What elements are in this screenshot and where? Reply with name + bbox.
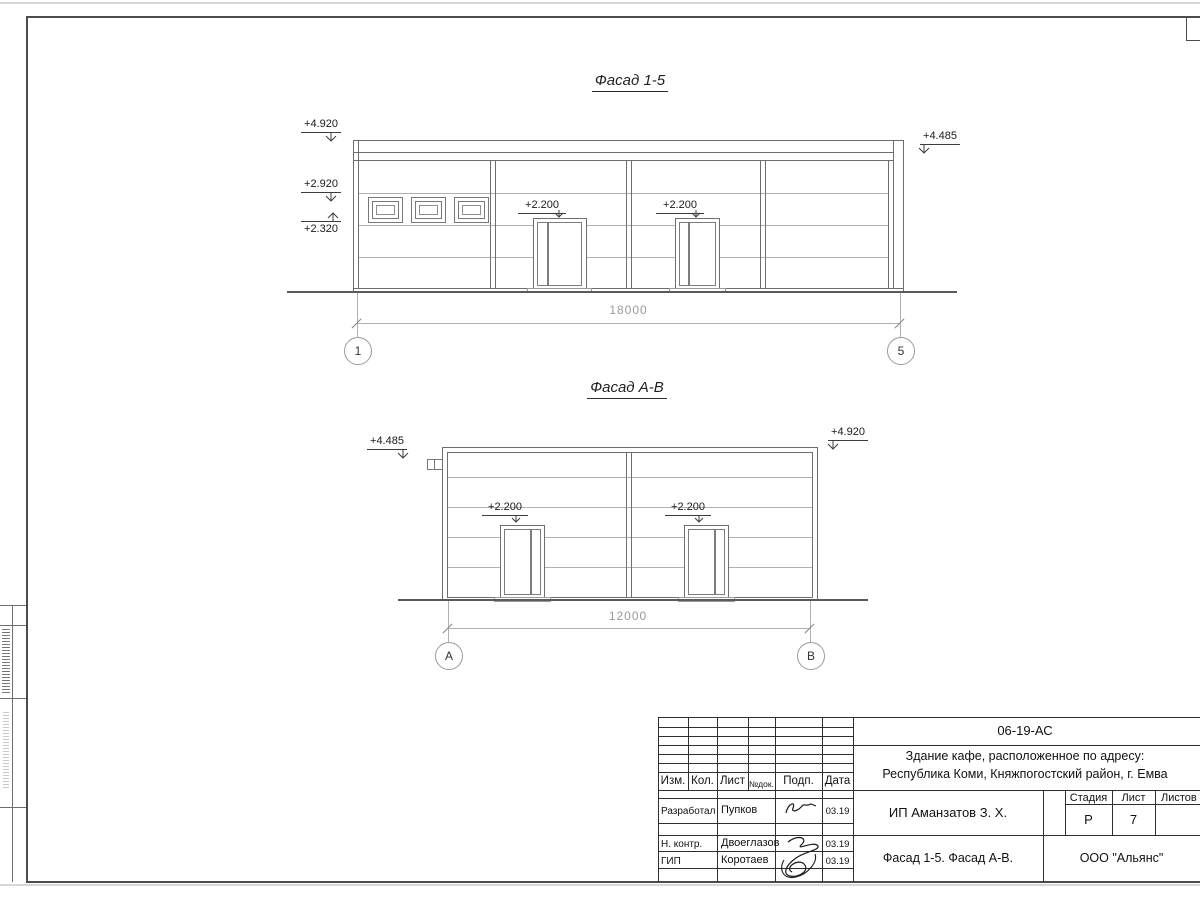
title-block-line bbox=[1043, 790, 1044, 882]
elevation-mark: +2.320 bbox=[301, 221, 341, 235]
door-leaf-narrow bbox=[531, 529, 541, 595]
col-header-list: Лист bbox=[720, 775, 745, 787]
fab-left-edge-inner bbox=[447, 452, 448, 597]
fab-siding-line bbox=[447, 477, 813, 478]
f15-right-edge bbox=[903, 140, 904, 291]
element bbox=[786, 804, 816, 813]
elevation-arrow-icon bbox=[692, 515, 706, 524]
f15-door-2 bbox=[675, 218, 720, 290]
f15-pilaster bbox=[495, 160, 496, 288]
door-leaf-wide bbox=[548, 222, 582, 286]
f15-right-post bbox=[893, 140, 894, 288]
frame-top bbox=[26, 16, 1200, 18]
door-leaf-wide bbox=[688, 529, 715, 595]
elevation-arrow-icon bbox=[324, 133, 338, 144]
f15-left-edge bbox=[353, 140, 354, 291]
elevation-arrow-icon bbox=[324, 193, 338, 204]
col-header-kol: Кол. bbox=[691, 775, 714, 787]
date-developer: 03.19 bbox=[825, 806, 850, 817]
title-block-line bbox=[658, 835, 1200, 836]
elevation-arrow-icon bbox=[826, 441, 840, 452]
client-name: ИП Аманзатов З. Х. bbox=[888, 805, 1008, 820]
date-gip: 03.19 bbox=[825, 856, 850, 867]
elevation-arrow-up-icon bbox=[326, 210, 340, 221]
axis-bubble-1: 1 bbox=[344, 337, 372, 365]
f15-ground-line bbox=[287, 291, 957, 293]
fab-wall-protrusion bbox=[427, 459, 443, 470]
view-title-facade-1-5 bbox=[560, 72, 700, 89]
sheet-label: Лист bbox=[1121, 792, 1146, 804]
paper-edge-bottom bbox=[0, 884, 1200, 886]
project-name-line2: Республика Коми, Княжпогостский район, г. Емва bbox=[882, 767, 1168, 781]
side-stamp-text-illegible bbox=[2, 629, 10, 693]
element bbox=[512, 515, 520, 522]
role-gip: ГИП bbox=[661, 856, 681, 867]
f15-window bbox=[454, 197, 489, 223]
side-stamp-text-illegible bbox=[3, 712, 9, 790]
elevation-mark: +4.920 bbox=[828, 427, 868, 441]
title-block-line bbox=[658, 745, 1200, 746]
f15-window bbox=[368, 197, 403, 223]
element bbox=[786, 838, 818, 877]
f15-pilaster bbox=[490, 160, 491, 288]
f15-door-1 bbox=[533, 218, 587, 290]
sheet-value: 7 bbox=[1129, 812, 1138, 827]
name-ncontrol: Двоеглазов bbox=[721, 837, 780, 849]
fab-dimension-line bbox=[448, 628, 810, 629]
win-i bbox=[376, 205, 395, 215]
fab-extension-line bbox=[810, 601, 811, 642]
door-leaf-wide bbox=[504, 529, 531, 595]
f15-fascia-line bbox=[353, 152, 894, 153]
f15-window bbox=[411, 197, 446, 223]
element bbox=[695, 515, 703, 522]
f15-siding-line bbox=[358, 225, 889, 226]
role-ncontrol: Н. контр. bbox=[661, 839, 703, 850]
signature-ncontrol-gip bbox=[774, 832, 824, 880]
name-gip: Коротаев bbox=[721, 854, 769, 866]
f15-fascia-line bbox=[353, 160, 894, 161]
fab-pilaster bbox=[626, 452, 627, 597]
door-leaf-wide bbox=[689, 222, 716, 286]
title-block-line bbox=[658, 717, 1200, 718]
fab-right-edge bbox=[817, 447, 818, 600]
fab-ground-line bbox=[398, 599, 868, 601]
elevation-mark: +4.485 bbox=[367, 436, 407, 450]
element bbox=[692, 210, 700, 217]
date-ncontrol: 03.19 bbox=[825, 839, 850, 850]
elevation-arrow-icon bbox=[917, 145, 931, 156]
side-stamp-divider bbox=[12, 605, 13, 882]
paper-edge-top bbox=[0, 2, 1200, 4]
f15-pilaster bbox=[631, 160, 632, 288]
f15-left-edge-inner bbox=[358, 140, 359, 288]
frame-bottom bbox=[26, 881, 1200, 883]
signature-developer bbox=[778, 797, 820, 821]
element: Фасад 1-5 bbox=[592, 72, 668, 92]
f15-siding-line bbox=[358, 257, 889, 258]
title-block-line bbox=[658, 823, 853, 824]
f15-pilaster bbox=[760, 160, 761, 288]
win-i bbox=[419, 205, 438, 215]
f15-dimension-value: 18000 bbox=[609, 303, 648, 317]
elevation-mark-door: +2.200 bbox=[518, 200, 566, 214]
f15-wall-bottom bbox=[353, 288, 904, 289]
f15-siding-line bbox=[358, 193, 889, 194]
win-i bbox=[462, 205, 481, 215]
role-developer: Разработал bbox=[661, 806, 716, 817]
side-stamp-line bbox=[0, 625, 26, 626]
fab-extension-line bbox=[448, 601, 449, 642]
f15-extension-line bbox=[900, 293, 901, 339]
elevation-arrow-icon bbox=[509, 515, 523, 524]
frame-left bbox=[26, 16, 28, 882]
elevation-arrow-icon bbox=[552, 210, 566, 219]
element bbox=[919, 145, 929, 153]
fab-right-edge-inner bbox=[812, 452, 813, 597]
title-block-line bbox=[658, 717, 659, 882]
project-name-line1: Здание кафе, расположенное по адресу: bbox=[905, 749, 1145, 763]
f15-pilaster bbox=[626, 160, 627, 288]
title-block-line bbox=[658, 790, 1200, 791]
f15-parapet-top bbox=[353, 140, 904, 141]
door-leaf-narrow bbox=[715, 529, 725, 595]
fab-door-1 bbox=[500, 525, 545, 599]
fab-parapet-top bbox=[442, 447, 818, 448]
col-header-data: Дата bbox=[824, 775, 851, 787]
side-stamp-line bbox=[0, 605, 26, 606]
sheet-name: Фасад 1-5. Фасад А-В. bbox=[882, 851, 1014, 865]
element bbox=[828, 441, 838, 449]
side-stamp-line bbox=[0, 698, 26, 699]
col-header-ndok: №док. bbox=[749, 779, 774, 789]
stage-label: Стадия bbox=[1069, 792, 1108, 804]
fab-pilaster bbox=[631, 452, 632, 597]
elevation-mark-door: +2.200 bbox=[482, 502, 528, 516]
element: Фасад А-В bbox=[587, 379, 667, 399]
fab-door-2 bbox=[684, 525, 729, 599]
doc-code: 06-19-АС bbox=[997, 723, 1053, 738]
organization-name: ООО "Альянс" bbox=[1079, 851, 1164, 865]
elevation-arrow-icon bbox=[396, 450, 410, 461]
title-block-line bbox=[1155, 790, 1156, 835]
element bbox=[434, 460, 435, 469]
axis-bubble-b: В bbox=[797, 642, 825, 670]
fab-fascia-line bbox=[447, 452, 813, 453]
col-header-podp: Подп. bbox=[783, 775, 814, 787]
door-leaf-narrow bbox=[679, 222, 689, 286]
sheets-label: Листов bbox=[1161, 792, 1197, 804]
elevation-mark: +4.920 bbox=[301, 119, 341, 133]
axis-bubble-5: 5 bbox=[887, 337, 915, 365]
axis-bubble-a: А bbox=[435, 642, 463, 670]
f15-right-edge-inner bbox=[888, 160, 889, 288]
elevation-mark-door: +2.200 bbox=[665, 502, 711, 516]
col-header-izm: Изм. bbox=[660, 775, 686, 787]
frame-corner-box bbox=[1186, 17, 1200, 41]
f15-pilaster bbox=[765, 160, 766, 288]
name-developer: Пупков bbox=[721, 804, 758, 816]
view-title-facade-a-b bbox=[557, 379, 697, 396]
title-block-line bbox=[658, 798, 853, 799]
elevation-arrow-icon bbox=[689, 210, 703, 219]
stage-value: Р bbox=[1084, 812, 1093, 827]
fab-dimension-value: 12000 bbox=[608, 609, 648, 623]
door-leaf-narrow bbox=[537, 222, 548, 286]
f15-dimension-line bbox=[357, 323, 900, 324]
element bbox=[326, 193, 336, 201]
side-stamp-line bbox=[0, 807, 26, 808]
elevation-mark-door: +2.200 bbox=[656, 200, 704, 214]
title-block-line bbox=[717, 717, 718, 882]
elevation-mark: +2.920 bbox=[301, 179, 341, 193]
element bbox=[326, 133, 336, 141]
f15-extension-line bbox=[357, 293, 358, 339]
elevation-mark: +4.485 bbox=[920, 131, 960, 145]
element bbox=[555, 210, 563, 217]
element bbox=[328, 213, 338, 221]
element bbox=[398, 450, 408, 458]
